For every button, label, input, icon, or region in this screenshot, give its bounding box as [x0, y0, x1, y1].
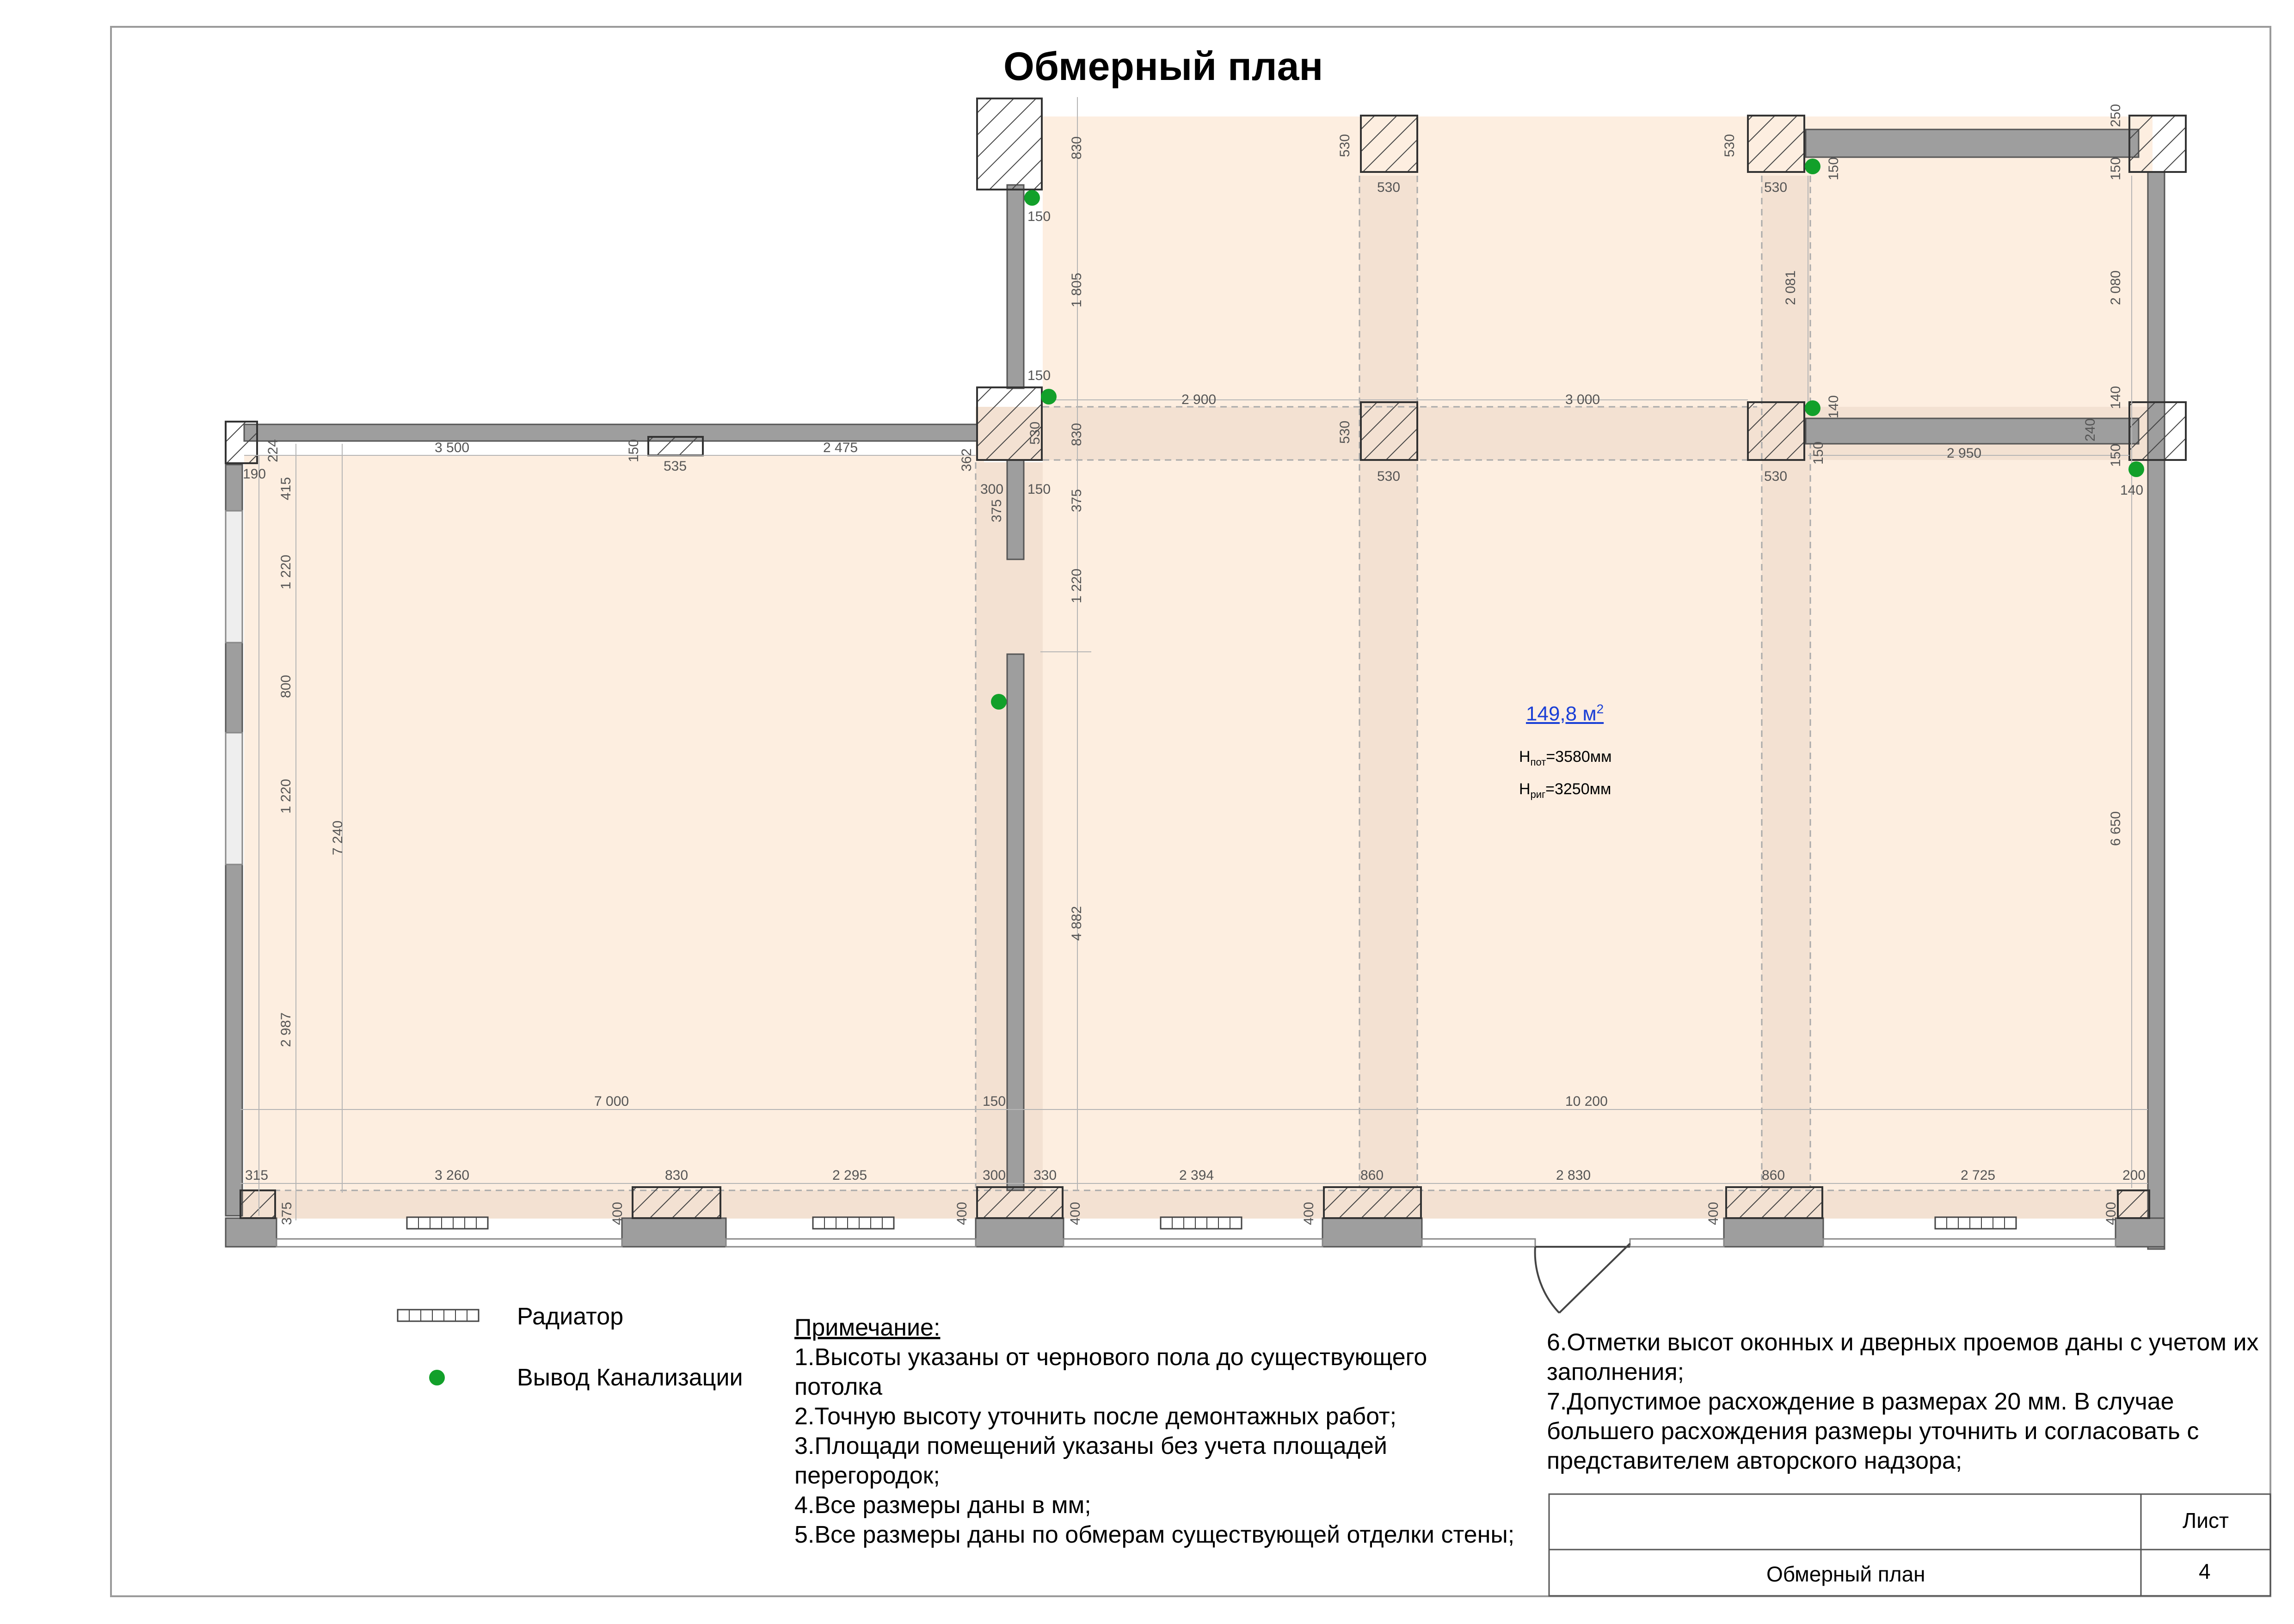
- dim: 530: [1764, 469, 1788, 484]
- note-6: 6.Отметки высот оконных и дверных проемов даны с учетом их заполнения;: [1547, 1329, 2259, 1385]
- dim: 362: [959, 448, 974, 472]
- dim: 224: [265, 439, 281, 462]
- beam-height-sub: риг: [1530, 788, 1546, 800]
- dim: 150: [1027, 209, 1051, 224]
- notes-header: Примечание:: [794, 1314, 941, 1341]
- dim: 7 240: [330, 820, 345, 855]
- dim: 375: [279, 1201, 295, 1225]
- notes-left: [794, 1313, 1516, 1550]
- sewer-outlet: [1805, 400, 1820, 416]
- dim: 2 830: [1556, 1168, 1591, 1183]
- dim: 530: [1337, 420, 1353, 444]
- dim: 200: [2122, 1168, 2146, 1183]
- dim: 300: [980, 482, 1004, 497]
- dim: 10 200: [1565, 1094, 1608, 1109]
- legend-radiator-label: Радиатор: [517, 1303, 624, 1330]
- dim: 7 000: [594, 1094, 629, 1109]
- dim: 530: [1722, 134, 1737, 157]
- room-area: [1526, 702, 1604, 726]
- dim: 150: [1027, 482, 1051, 497]
- dim: 2 080: [2108, 270, 2123, 305]
- dim: 330: [1033, 1168, 1057, 1183]
- dim: 830: [665, 1168, 689, 1183]
- dim: 1 220: [278, 554, 294, 589]
- dim: 400: [1068, 1201, 1083, 1225]
- dim: 3 500: [435, 440, 470, 455]
- dim: 150: [626, 439, 641, 462]
- dim: 140: [2108, 386, 2123, 409]
- dim: 2 081: [1783, 270, 1798, 305]
- sheet-number: 4: [2199, 1559, 2211, 1583]
- dim: 530: [1377, 180, 1401, 195]
- dim: 190: [243, 466, 266, 482]
- dim: 535: [664, 459, 687, 474]
- sewer-legend-dot: [429, 1370, 445, 1385]
- dim: 250: [2108, 104, 2123, 127]
- dim: 530: [1764, 180, 1788, 195]
- room-fill: [244, 116, 2153, 1219]
- dim: 530: [1027, 421, 1043, 445]
- sewer-outlet: [1024, 190, 1040, 206]
- note-7: 7.Допустимое расхождение в размерах 20 мм. В случае большего расхождения размеры уточнить и согласовать с представителем авторского надзора;: [1547, 1388, 2199, 1474]
- dim: 150: [1826, 157, 1841, 180]
- ceiling-height: [1519, 748, 1612, 768]
- dim: 2 900: [1181, 392, 1217, 407]
- dim: 860: [1360, 1168, 1384, 1183]
- sewer-outlet: [2128, 461, 2144, 477]
- note-4: 4.Все размеры даны в мм;: [794, 1492, 1091, 1519]
- dim: 400: [1301, 1201, 1316, 1225]
- dim: 830: [1069, 136, 1084, 159]
- dim: 530: [1377, 469, 1401, 484]
- dim: 830: [1069, 423, 1084, 446]
- sewer-outlet: [991, 694, 1007, 710]
- dim: 2 475: [823, 440, 858, 455]
- dim: 150: [1811, 441, 1826, 465]
- dim: 2 950: [1947, 446, 1982, 461]
- dim: 2 725: [1961, 1168, 1996, 1183]
- dim: 1 220: [278, 778, 294, 814]
- dim: 860: [1762, 1168, 1785, 1183]
- dim: 150: [983, 1094, 1006, 1109]
- notes-right: [1547, 1328, 2268, 1476]
- dim: 2 987: [278, 1012, 294, 1047]
- legend-sewer-label: Вывод Канализации: [517, 1364, 743, 1391]
- entrance-door: [1535, 1244, 1630, 1313]
- dim: 315: [245, 1168, 269, 1183]
- dim: 375: [989, 499, 1004, 522]
- dim: 1 805: [1069, 272, 1084, 307]
- dim: 150: [1027, 368, 1051, 383]
- beam-height-value: =3250мм: [1545, 780, 1611, 798]
- dim: 2 295: [832, 1168, 867, 1183]
- page-title: Обмерный план: [1003, 44, 1323, 89]
- dim: 2 394: [1179, 1168, 1214, 1183]
- sewer-outlet: [1041, 389, 1057, 404]
- ceiling-height-value: =3580мм: [1546, 748, 1612, 766]
- note-3: 3.Площади помещений указаны без учета площадей перегородок;: [794, 1433, 1387, 1489]
- dim: 415: [278, 477, 294, 500]
- dim: 3 000: [1565, 392, 1600, 407]
- dim: 140: [2120, 483, 2144, 498]
- ceiling-height-prefix: Н: [1519, 748, 1531, 766]
- dim: 375: [1069, 489, 1084, 512]
- dim: 240: [2083, 418, 2098, 441]
- beam-height: [1519, 780, 1611, 801]
- dim: 800: [278, 674, 294, 698]
- sheet-label: Лист: [2183, 1508, 2229, 1532]
- note-1: 1.Высоты указаны от чернового пола до существующего потолка: [794, 1344, 1427, 1400]
- dim: 6 650: [2108, 811, 2123, 846]
- dim: 400: [1706, 1201, 1721, 1225]
- sheet-name: Обмерный план: [1766, 1562, 1925, 1586]
- dim: 400: [2103, 1201, 2119, 1225]
- room-area-value: 149,8 м: [1526, 702, 1597, 725]
- dim: 4 882: [1069, 906, 1084, 941]
- dim: 1 220: [1069, 568, 1084, 603]
- dim: 300: [983, 1168, 1006, 1183]
- note-5: 5.Все размеры даны по обмерам существующей отделки стены;: [794, 1521, 1515, 1548]
- dim: 530: [1337, 134, 1353, 157]
- room-area-unit-power: 2: [1596, 702, 1604, 716]
- beam-height-prefix: Н: [1519, 780, 1531, 798]
- dim: 140: [1826, 395, 1841, 418]
- dim: 400: [954, 1201, 970, 1225]
- dim: 150: [2108, 157, 2123, 180]
- dim: 3 260: [435, 1168, 470, 1183]
- dim: 150: [2108, 443, 2123, 467]
- ceiling-height-sub: пот: [1530, 756, 1546, 768]
- note-2: 2.Точную высоту уточнить после демонтажных работ;: [794, 1403, 1397, 1430]
- dim: 400: [610, 1201, 625, 1225]
- sewer-outlet: [1805, 159, 1820, 174]
